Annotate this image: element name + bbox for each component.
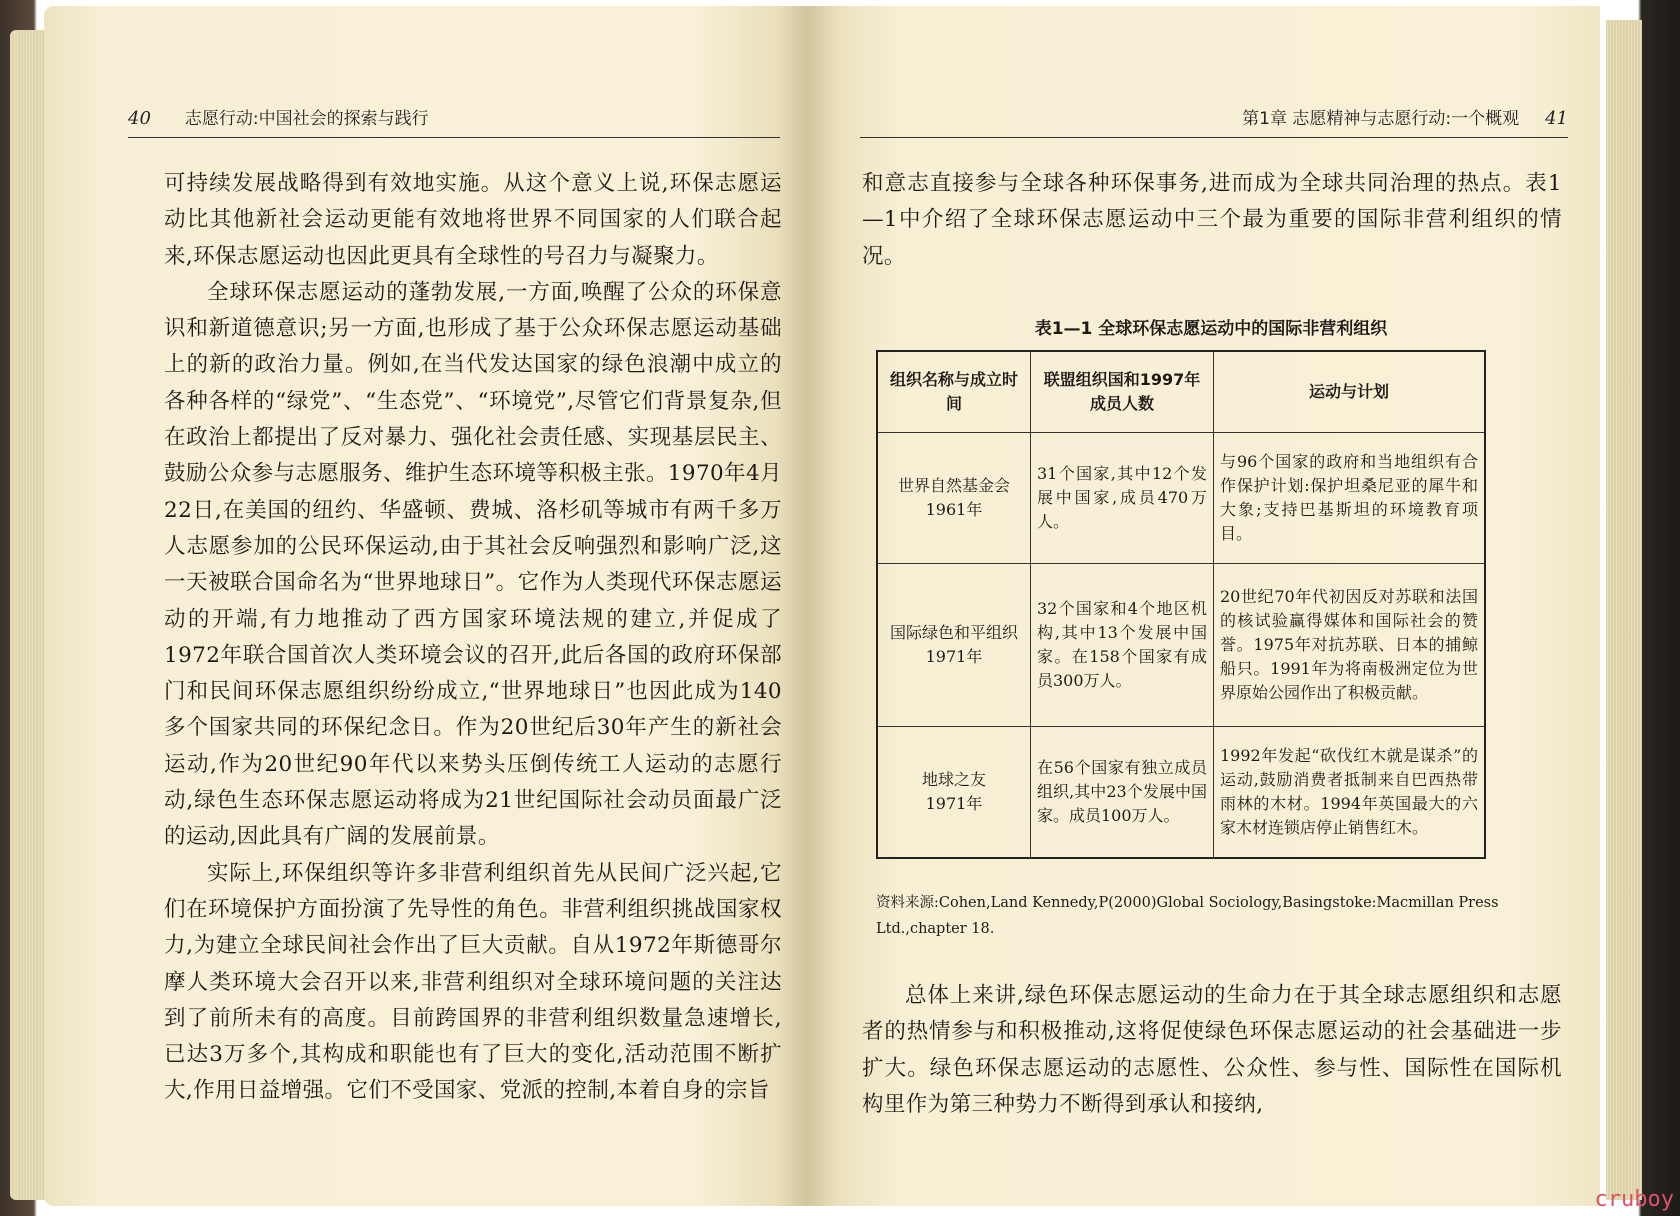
table-row <box>877 433 1485 564</box>
left-page-number: 40 <box>128 108 151 129</box>
activities-cell: 1992年发起“砍伐红木就是谋杀”的运动,鼓励消费者抵制来自巴西热带雨林的木材。1994年英国最大的六家木材连锁店停止销售红木。 <box>1214 727 1486 859</box>
members-cell: 在56个国家有独立成员组织,其中23个发展中国家。成员100万人。 <box>1031 727 1214 859</box>
left-body-text <box>164 166 782 1110</box>
table-row <box>877 564 1485 727</box>
members-cell: 31个国家,其中12个发展中国家,成员470万人。 <box>1031 433 1214 564</box>
right-running-head-title: 第1章 志愿精神与志愿行动:一个概观 <box>1242 109 1520 129</box>
activities-cell: 与96个国家的政府和当地组织有合作保护计划:保护坦桑尼亚的犀牛和大象;支持巴基斯坦的环境教育项目。 <box>1214 433 1486 564</box>
table-header-row <box>877 351 1485 433</box>
right-top-paragraph: 和意志直接参与全球各种环保事务,进而成为全球共同治理的热点。表1—1中介绍了全球环保志愿运动中三个最为重要的国际非营利组织的情况。 <box>862 171 1562 269</box>
table-source-note: 资料来源:Cohen,Land Kennedy,P(2000)Global Sociology,Basingstoke:Macmillan Press Ltd.,chapter 18. <box>876 895 1499 937</box>
members-cell: 32个国家和4个地区机构,其中13个发展中国家。在158个国家有成员300万人。 <box>1031 564 1214 727</box>
left-page <box>44 6 808 1206</box>
right-page-edges <box>1606 20 1642 1200</box>
left-paragraph-3: 实际上,环保组织等许多非营利组织首先从民间广泛兴起,它们在环境保护方面扮演了先导性的角色。非营利组织挑战国家权力,为建立全球民间社会作出了巨大贡献。自从1972年斯德哥尔摩人类环境大会召开以来,非营利组织对全球环境问题的关注达到了前所未有的高度。目前跨国界的非营利组织数量急速增长,已达3万多个,其构成和职能也有了巨大的变化,活动范围不断扩大,作用日益增强。它们不受国家、党派的控制,本着自身的宗旨 <box>164 860 782 1104</box>
table-header-cell: 运动与计划 <box>1214 351 1486 433</box>
activities-cell: 20世纪70年代初因反对苏联和法国的核试验赢得媒体和国际社会的赞誉。1975年对抗苏联、日本的捕鲸船只。1991年为将南极洲定位为世界原始公园作出了积极贡献。 <box>1214 564 1486 727</box>
table-caption: 表1—1 全球环保志愿运动中的国际非营利组织 <box>1034 319 1388 339</box>
right-page <box>808 6 1600 1206</box>
org-name-cell: 国际绿色和平组织 1971年 <box>877 564 1031 727</box>
left-paragraph-1: 可持续发展战略得到有效地实施。从这个意义上说,环保志愿运动比其他新社会运动更能有效地将世界不同国家的人们联合起来,环保志愿运动也因此更具有全球性的号召力与凝聚力。 <box>164 171 782 269</box>
left-running-header <box>128 104 780 138</box>
right-running-header <box>860 104 1568 138</box>
right-page-number: 41 <box>1545 108 1568 129</box>
left-paragraph-2: 全球环保志愿运动的蓬勃发展,一方面,唤醒了公众的环保意识和新道德意识;另一方面,也形成了基于公众环保志愿运动基础上的新的政治力量。例如,在当代发达国家的绿色浪潮中成立的各种各样的“绿党”、“生态党”、“环境党”,尽管它们背景复杂,但在政治上都提出了反对暴力、强化社会责任感、实现基层民主、鼓励公众参与志愿服务、维护生态环境等积极主张。1970年4月22日,在美国的纽约、华盛顿、费城、洛杉矶等城市有两千多万人志愿参加的公民环保运动,由于其社会反响强烈和影响广泛,这一天被联合国命名为“世界地球日”。它作为人类现代环保志愿运动的开端,有力地推动了西方国家环境法规的建立,并促成了1972年联合国首次人类环境会议的召开,此后各国的政府环保部门和民间环保志愿组织纷纷成立,“世界地球日”也因此成为140多个国家共同的环保纪念日。作为20世纪后30年产生的新社会运动,作为20世纪90年代以来势头压倒传统工人运动的志愿行动,绿色生态环保志愿运动将成为21世纪国际社会动员面最广泛的运动,因此具有广阔的发展前景。 <box>164 279 782 850</box>
table-header-cell: 组织名称与成立时间 <box>877 351 1031 433</box>
organizations-table <box>876 350 1486 859</box>
org-name-cell: 地球之友 1971年 <box>877 727 1031 859</box>
right-bottom-paragraph: 总体上来讲,绿色环保志愿运动的生命力在于其全球志愿组织和志愿者的热情参与和积极推动,这将促使绿色环保志愿运动的社会基础进一步扩大。绿色环保志愿运动的志愿性、公众性、参与性、国际性在国际机构里作为第三种势力不断得到承认和接纳, <box>862 983 1562 1117</box>
table-header-cell: 联盟组织国和1997年成员人数 <box>1031 351 1214 433</box>
left-running-head-title: 志愿行动:中国社会的探索与践行 <box>184 109 429 129</box>
table-row <box>877 727 1485 859</box>
watermark: cruboy <box>1594 1187 1674 1212</box>
org-name-cell: 世界自然基金会 1961年 <box>877 433 1031 564</box>
